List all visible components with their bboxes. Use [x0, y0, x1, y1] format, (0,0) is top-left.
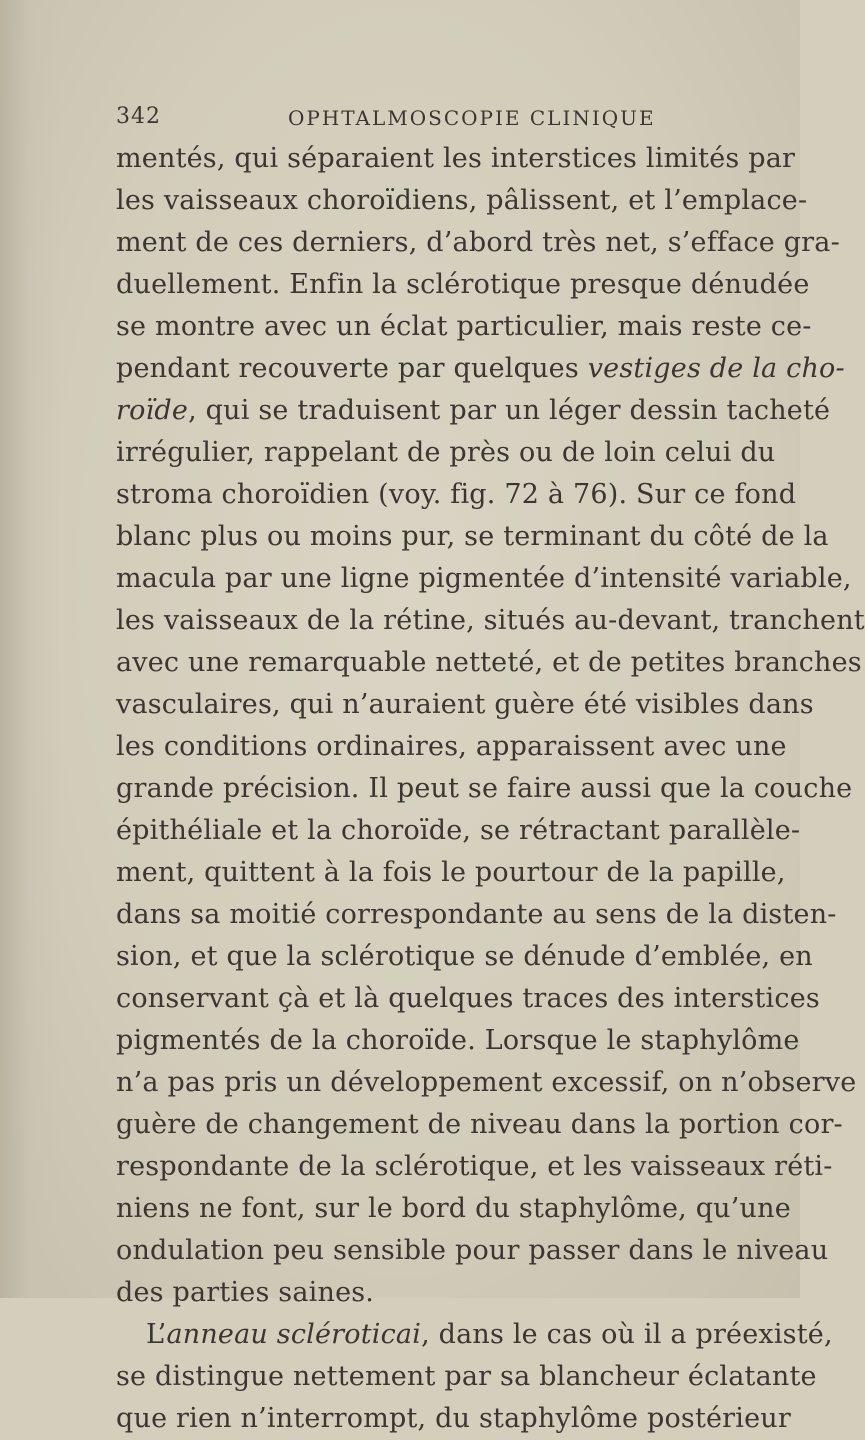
text-segment: guère de changement de niveau dans la portion cor- [116, 1109, 843, 1140]
text-line [116, 558, 852, 600]
text-segment: , qui se traduisent par un léger dessin tacheté [188, 395, 831, 426]
text-line [116, 894, 837, 936]
text-segment: les vaisseaux de la rétine, situés au-devant, tranchent [116, 605, 865, 636]
text-segment: irrégulier, rappelant de près ou de loin celui du [116, 437, 776, 468]
italic-text: anneau scléroticai [166, 1319, 422, 1350]
page-number: 342 [116, 104, 161, 129]
text-segment: se distingue nettement par sa blancheur éclatante [116, 1361, 817, 1392]
text-segment: pendant recouverte par quelques [116, 353, 588, 384]
text-line [116, 390, 831, 432]
text-line [116, 432, 776, 474]
text-segment: dans sa moitié correspondante au sens de la disten- [116, 899, 837, 930]
text-line [116, 1230, 829, 1272]
text-line [116, 1146, 833, 1188]
text-segment: épithéliale et la choroïde, se rétractant parallèle- [116, 815, 801, 846]
text-line [116, 306, 812, 348]
text-line [116, 852, 786, 894]
text-segment: les vaisseaux choroïdiens, pâlissent, et l’emplace- [116, 185, 808, 216]
text-line [116, 1062, 857, 1104]
text-line [116, 1356, 817, 1398]
text-segment: pigmentés de la choroïde. Lorsque le staphylôme [116, 1025, 800, 1056]
body-text [116, 138, 865, 1440]
text-segment: avec une remarquable netteté, et de petites branches [116, 647, 862, 678]
text-segment: mentés, qui séparaient les interstices limités par [116, 143, 796, 174]
text-segment: des parties saines. [116, 1277, 375, 1308]
text-segment: niens ne font, sur le bord du staphylôme, qu’une [116, 1193, 791, 1224]
text-line [116, 222, 840, 264]
text-line [116, 180, 808, 222]
text-segment: ondulation peu sensible pour passer dans le niveau [116, 1235, 829, 1266]
page-gutter-shadow [0, 0, 60, 1298]
text-line [116, 474, 797, 516]
text-line [116, 1272, 756, 1314]
text-segment: conservant çà et là quelques traces des interstices [116, 983, 820, 1014]
text-line [116, 684, 814, 726]
text-segment: , dans le cas où il a préexisté, [421, 1319, 833, 1350]
text-segment: sion, et que la sclérotique se dénude d’emblée, en [116, 941, 813, 972]
text-segment: se montre avec un éclat particulier, mais reste ce- [116, 311, 812, 342]
text-segment: duellement. Enfin la sclérotique presque dénudée [116, 269, 810, 300]
text-line [116, 978, 820, 1020]
text-segment: L’ [146, 1319, 167, 1350]
italic-text: roïde [116, 395, 189, 426]
text-line [116, 768, 853, 810]
text-line [116, 138, 796, 180]
text-line [116, 1020, 800, 1062]
text-segment: respondante de la sclérotique, et les vaisseaux réti- [116, 1151, 833, 1182]
text-segment: stroma choroïdien (voy. fig. 72 à 76). Sur ce fond [116, 479, 797, 510]
text-line [116, 642, 862, 684]
text-line [116, 1104, 843, 1146]
text-line [116, 264, 810, 306]
text-segment: vasculaires, qui n’auraient guère été visibles dans [116, 689, 814, 720]
text-line [116, 348, 845, 390]
text-segment: n’a pas pris un développement excessif, on n’observe [116, 1067, 857, 1098]
text-line [116, 936, 813, 978]
text-segment: blanc plus ou moins pur, se terminant du côté de la [116, 521, 829, 552]
text-segment: macula par une ligne pigmentée d’intensité variable, [116, 563, 852, 594]
text-segment: ment, quittent à la fois le pourtour de la papille, [116, 857, 786, 888]
text-line [116, 516, 829, 558]
text-line [116, 1188, 791, 1230]
text-line [116, 1314, 833, 1356]
text-line [116, 810, 801, 852]
text-segment: les conditions ordinaires, apparaissent avec une [116, 731, 787, 762]
running-head: OPHTALMOSCOPIE CLINIQUE [288, 106, 656, 130]
text-line [116, 600, 865, 642]
text-line [116, 1398, 791, 1440]
text-segment: ment de ces derniers, d’abord très net, s’efface gra- [116, 227, 840, 258]
text-segment: que rien n’interrompt, du staphylôme postérieur [116, 1403, 791, 1434]
text-line [116, 726, 787, 768]
italic-text: vestiges de la cho- [587, 353, 845, 384]
page-header [116, 104, 756, 134]
text-segment: grande précision. Il peut se faire aussi que la couche [116, 773, 853, 804]
